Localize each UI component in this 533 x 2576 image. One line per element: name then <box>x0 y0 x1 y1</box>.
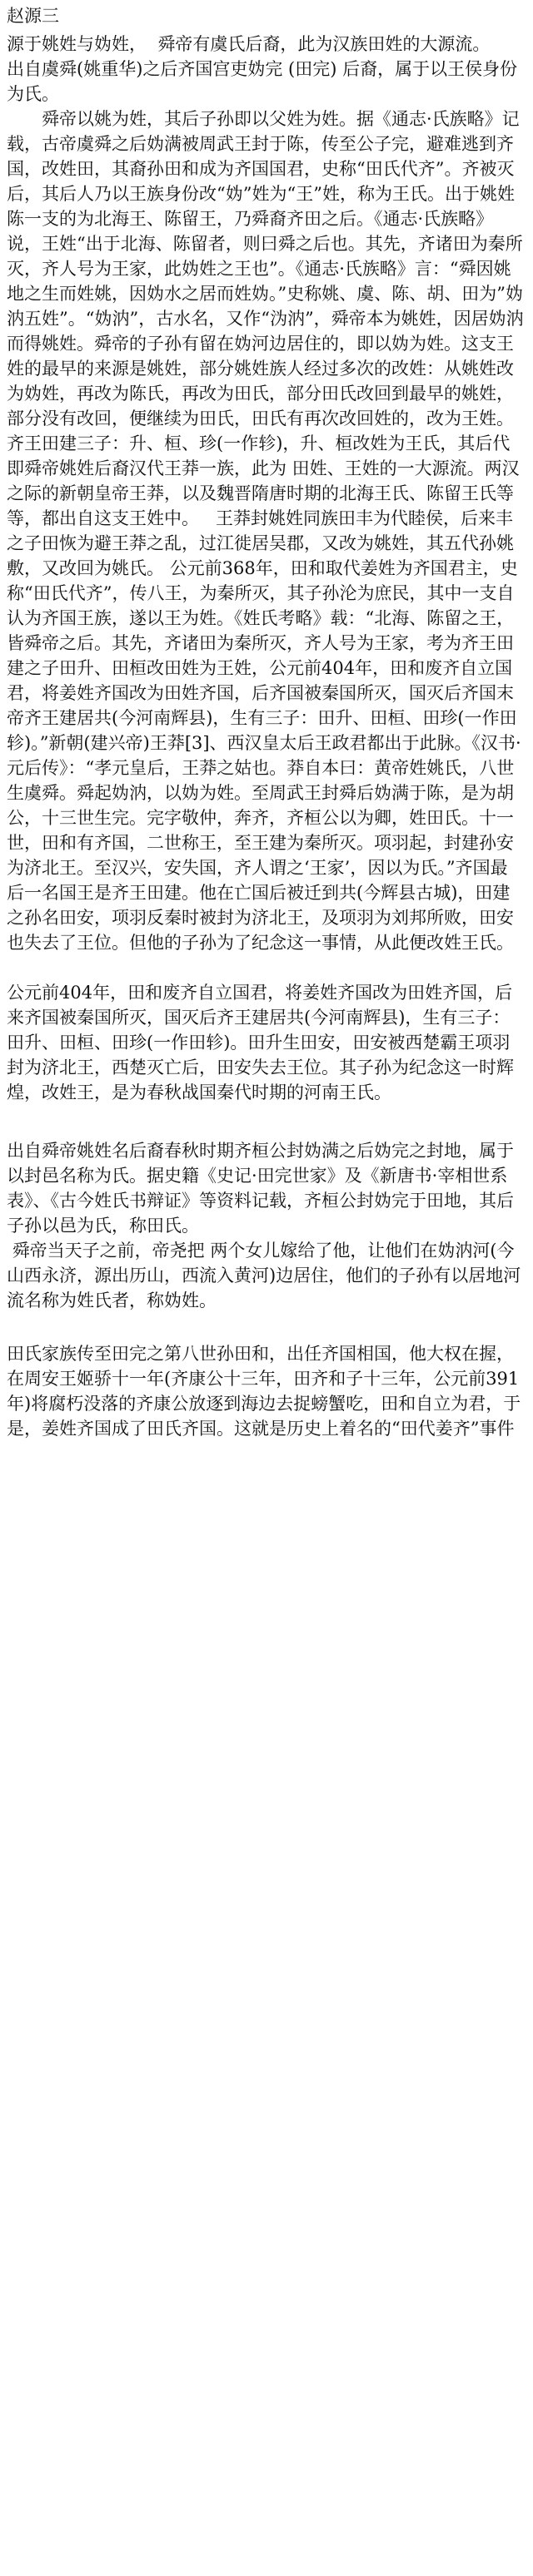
paragraph: 出自舜帝姚姓名后裔春秋时期齐桓公封妫满之后妫完之封地，属于以封邑名称为氏。据史籍《史记·田完世家》及《新唐书·宰相世系表》、《古今姓氏书辩证》等资料记载，齐桓公封妫完于田地，其后子孙以邑为氏，称田氏。 <box>7 1141 514 1236</box>
paragraph: 舜帝当天子之前，帝尧把 两个女儿嫁给了他，让他们在妫汭河(今山西永济，源出历山，西流入黄河)边居住，他们的子孙有以居地河流名称为姓氏者，称妫姓。 <box>7 1241 521 1310</box>
section-intro <box>7 32 525 107</box>
paragraph: 田氏家族传至田完之第八世孙田和，出任齐国相国，他大权在握，在周安王姬骄十一年(齐康公十三年，田齐和子十三年，公元前391年)将腐朽没落的齐康公放逐到海边去捉螃蟹吃，田和自立为君，于是，姜姓齐国成了田氏齐国。这就是历史上着名的“田代姜齐”事件 <box>7 1344 521 1439</box>
document-heading: 赵源三 <box>7 6 59 26</box>
paragraph: 源于姚姓与妫姓， 舜帝有虞氏后裔，此为汉族田姓的大源流。 <box>7 34 491 54</box>
section-main <box>7 107 525 955</box>
section-404bc <box>7 980 525 1105</box>
paragraph: 出自虞舜(姚重华)之后齐国宫吏妫完 (田完) 后裔，属于以王侯身份为氏。 <box>7 59 518 104</box>
section-origin <box>7 1138 525 1313</box>
paragraph: 公元前404年，田和废齐自立国君，将姜姓齐国改为田姓齐国，后来齐国被秦国所灭，国灭后齐王建居共(今河南辉县)，生有三子：田升、田桓、田珍(一作田轸)。田升生田安，田安被西楚霸王项羽封为济北王，西楚灭亡后，田安失去王位。其子孙为纪念这一时辉煌，改姓王，是为春秋战国秦代时期的河南王氏。 <box>7 983 514 1102</box>
paragraph: 舜帝以姚为姓，其后子孙即以父姓为姓。据《通志·氏族略》记载，古帝虞舜之后妫满被周武王封于陈，传至公子完，避难逃到齐国，改姓田，其裔孙田和成为齐国国君，史称“田氏代齐”。齐被灭后，其后人乃以王族身份改“妫”姓为“王”姓，称为王氏。出于姚姓陈一支的为北海王、陈留王，乃舜裔齐田之后。《通志·氏族略》说，王姓“出于北海、陈留者，则曰舜之后也。其先，齐诸田为秦所灭，齐人号为王家，此妫姓之王也”。《通志·氏族略》言：“舜因姚地之生而姓姚，因妫水之居而姓妫。”史称姚、虞、陈、胡、田为”妫汭五姓”。“妫汭”，古水名，又作“沩汭”，舜帝本为姚姓，因居妫汭而得姚姓。舜帝的子孙有留在妫河边居住的，即以妫为姓。这支王姓的最早的来源是姚姓，部分姚姓族人经过多次的改姓：从姚姓改为妫姓，再改为陈氏，再改为田氏，部分田氏改回到最早的姚姓，部分没有改回，便继续为田氏，田氏有再次改回姓的，改为王姓。齐王田建三子：升、桓、珍(一作轸)，升、桓改姓为王氏，其后代即舜帝姚姓后裔汉代王莽一族，此为 田姓、王姓的一大源流。两汉之际的新朝皇帝王莽，以及魏晋隋唐时期的北海王氏、陈留王氏等等，都出自这支王姓中。 王莽封姚姓同族田丰为代睦侯，后来丰之子田恢为避王莽之乱，过江徙居吴郡，又改为姚姓，其五代孙姚敷，又改回为姚氏。 公元前368年，田和取代姜姓为齐国君主，史称“田氏代齐”，传八王，为秦所灭，其子孙沦为庶民，其中一支自认为齐国王族，遂以王为姓。《姓氏考略》载：“北海、陈留之王，皆舜帝之后。其先，齐诸田为秦所灭，齐人号为王家，考为齐王田建之子田升、田桓改田姓为王姓，公元前404年，田和废齐自立国君，将姜姓齐国改为田姓齐国，后齐国被秦国所灭，国灭后齐国末帝齐王建居共(今河南辉县)，生有三子：田升、田桓、田珍(一作田轸)。”新朝(建兴帝)王莽[3]、西汉皇太后王政君都出于此脉。《汉书·元后传》：“孝元皇后，王莽之姑也。莽自本曰：黄帝姓姚氏，八世生虞舜。舜起妫汭，以妫为姓。至周武王封舜后妫满于陈，是为胡公，十三世生完。完字敬仲，奔齐，齐桓公以为卿，姓田氏。十一世，田和有齐国，二世称王，至王建为秦所灭。项羽起，封建孙安为济北王。至汉兴，安失国，齐人谓之‘王家’，因以为氏。”齐国最后一名国王是齐王田建。他在亡国后被迁到共(今辉县古城)，田建之孙名田安，项羽反秦时被封为济北王，及项羽为刘邦所败，田安也失去了王位。但他的子孙为了纪念这一事情，从此便改姓王氏。 <box>7 109 524 953</box>
section-tianshi <box>7 1341 525 1441</box>
